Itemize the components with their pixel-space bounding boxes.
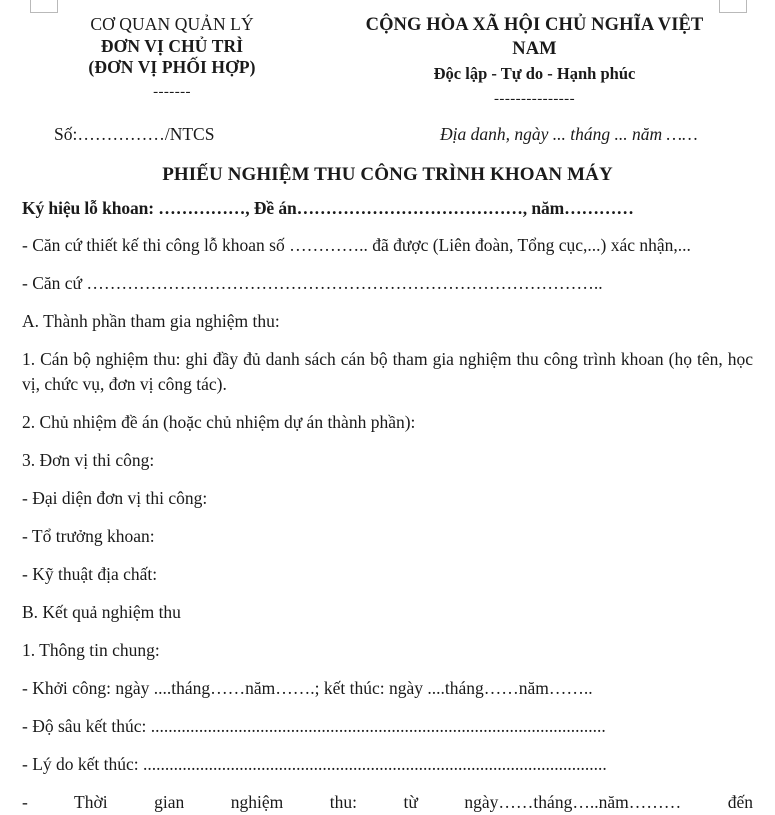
- national-title-line-1: CỘNG HÒA XÃ HỘI CHỦ NGHĨA VIỆT: [365, 15, 704, 35]
- preamble-item-basis: - Căn cứ ……………………………………………………………………………..: [22, 273, 603, 293]
- document-title: PHIẾU NGHIỆM THU CÔNG TRÌNH KHOAN MÁY: [162, 164, 613, 185]
- letterhead-right-divider: ---------------: [494, 91, 575, 107]
- cooperating-unit-line: (ĐƠN VỊ PHỐI HỢP): [88, 57, 256, 77]
- section-a-item-drill-foreman: - Tổ trưởng khoan:: [22, 526, 155, 546]
- section-b-item-end-reason: - Lý do kết thúc: ..........................................................................................................: [22, 754, 607, 774]
- borehole-code-line: Ký hiệu lỗ khoan: ……………, Đề án…………………………………, năm…………: [22, 198, 634, 218]
- letterhead-left-block: [22, 14, 322, 100]
- section-b-subheading: 1. Thông tin chung:: [22, 640, 160, 660]
- section-b-heading: B. Kết quả nghiệm thu: [22, 602, 181, 622]
- document-content: [22, 0, 753, 815]
- section-b-item-final-depth: - Độ sâu kết thúc: ........................................................................................................: [22, 716, 606, 736]
- section-a-item-representative: - Đại diện đơn vị thi công:: [22, 488, 208, 508]
- national-motto: Độc lập - Tự do - Hạnh phúc: [433, 64, 636, 83]
- national-title-line-2: NAM: [512, 38, 557, 59]
- preamble-item-design-basis: - Căn cứ thiết kế thi công lỗ khoan số ………….. đã được (Liên đoàn, Tổng cục,...) xác nhận,...: [22, 235, 691, 255]
- section-b-item-acceptance-period: - Thời gian nghiệm thu: từ ngày……tháng…..năm……… đến: [22, 792, 753, 812]
- place-and-date-field: Địa danh, ngày ... tháng ... năm ……: [440, 124, 698, 144]
- letterhead-right-block: [322, 14, 753, 107]
- issuing-authority-line: CƠ QUAN QUẢN LÝ: [90, 14, 254, 34]
- lead-unit-line: ĐƠN VỊ CHỦ TRÌ: [100, 35, 244, 56]
- section-a-heading: A. Thành phần tham gia nghiệm thu:: [22, 311, 280, 331]
- letterhead-left-divider: -------: [153, 83, 191, 100]
- section-a-item-3: 3. Đơn vị thi công:: [22, 450, 155, 470]
- section-a-item-1: 1. Cán bộ nghiệm thu: ghi đầy đủ danh sách cán bộ tham gia nghiệm thu công trình khoan (họ tên, học vị, chức vụ, đơn vị công tác).: [22, 349, 753, 394]
- section-a-item-geology-technician: - Kỹ thuật địa chất:: [22, 564, 158, 584]
- letterhead: [22, 0, 753, 107]
- section-b-item-start-end-date: - Khởi công: ngày ....tháng……năm…….; kết thúc: ngày ....tháng……năm……..: [22, 678, 593, 698]
- document-number-field: Số:……………/NTCS: [54, 124, 215, 144]
- document-meta-row: [22, 122, 753, 146]
- section-a-item-2: 2. Chủ nhiệm đề án (hoặc chủ nhiệm dự án thành phần):: [22, 412, 416, 432]
